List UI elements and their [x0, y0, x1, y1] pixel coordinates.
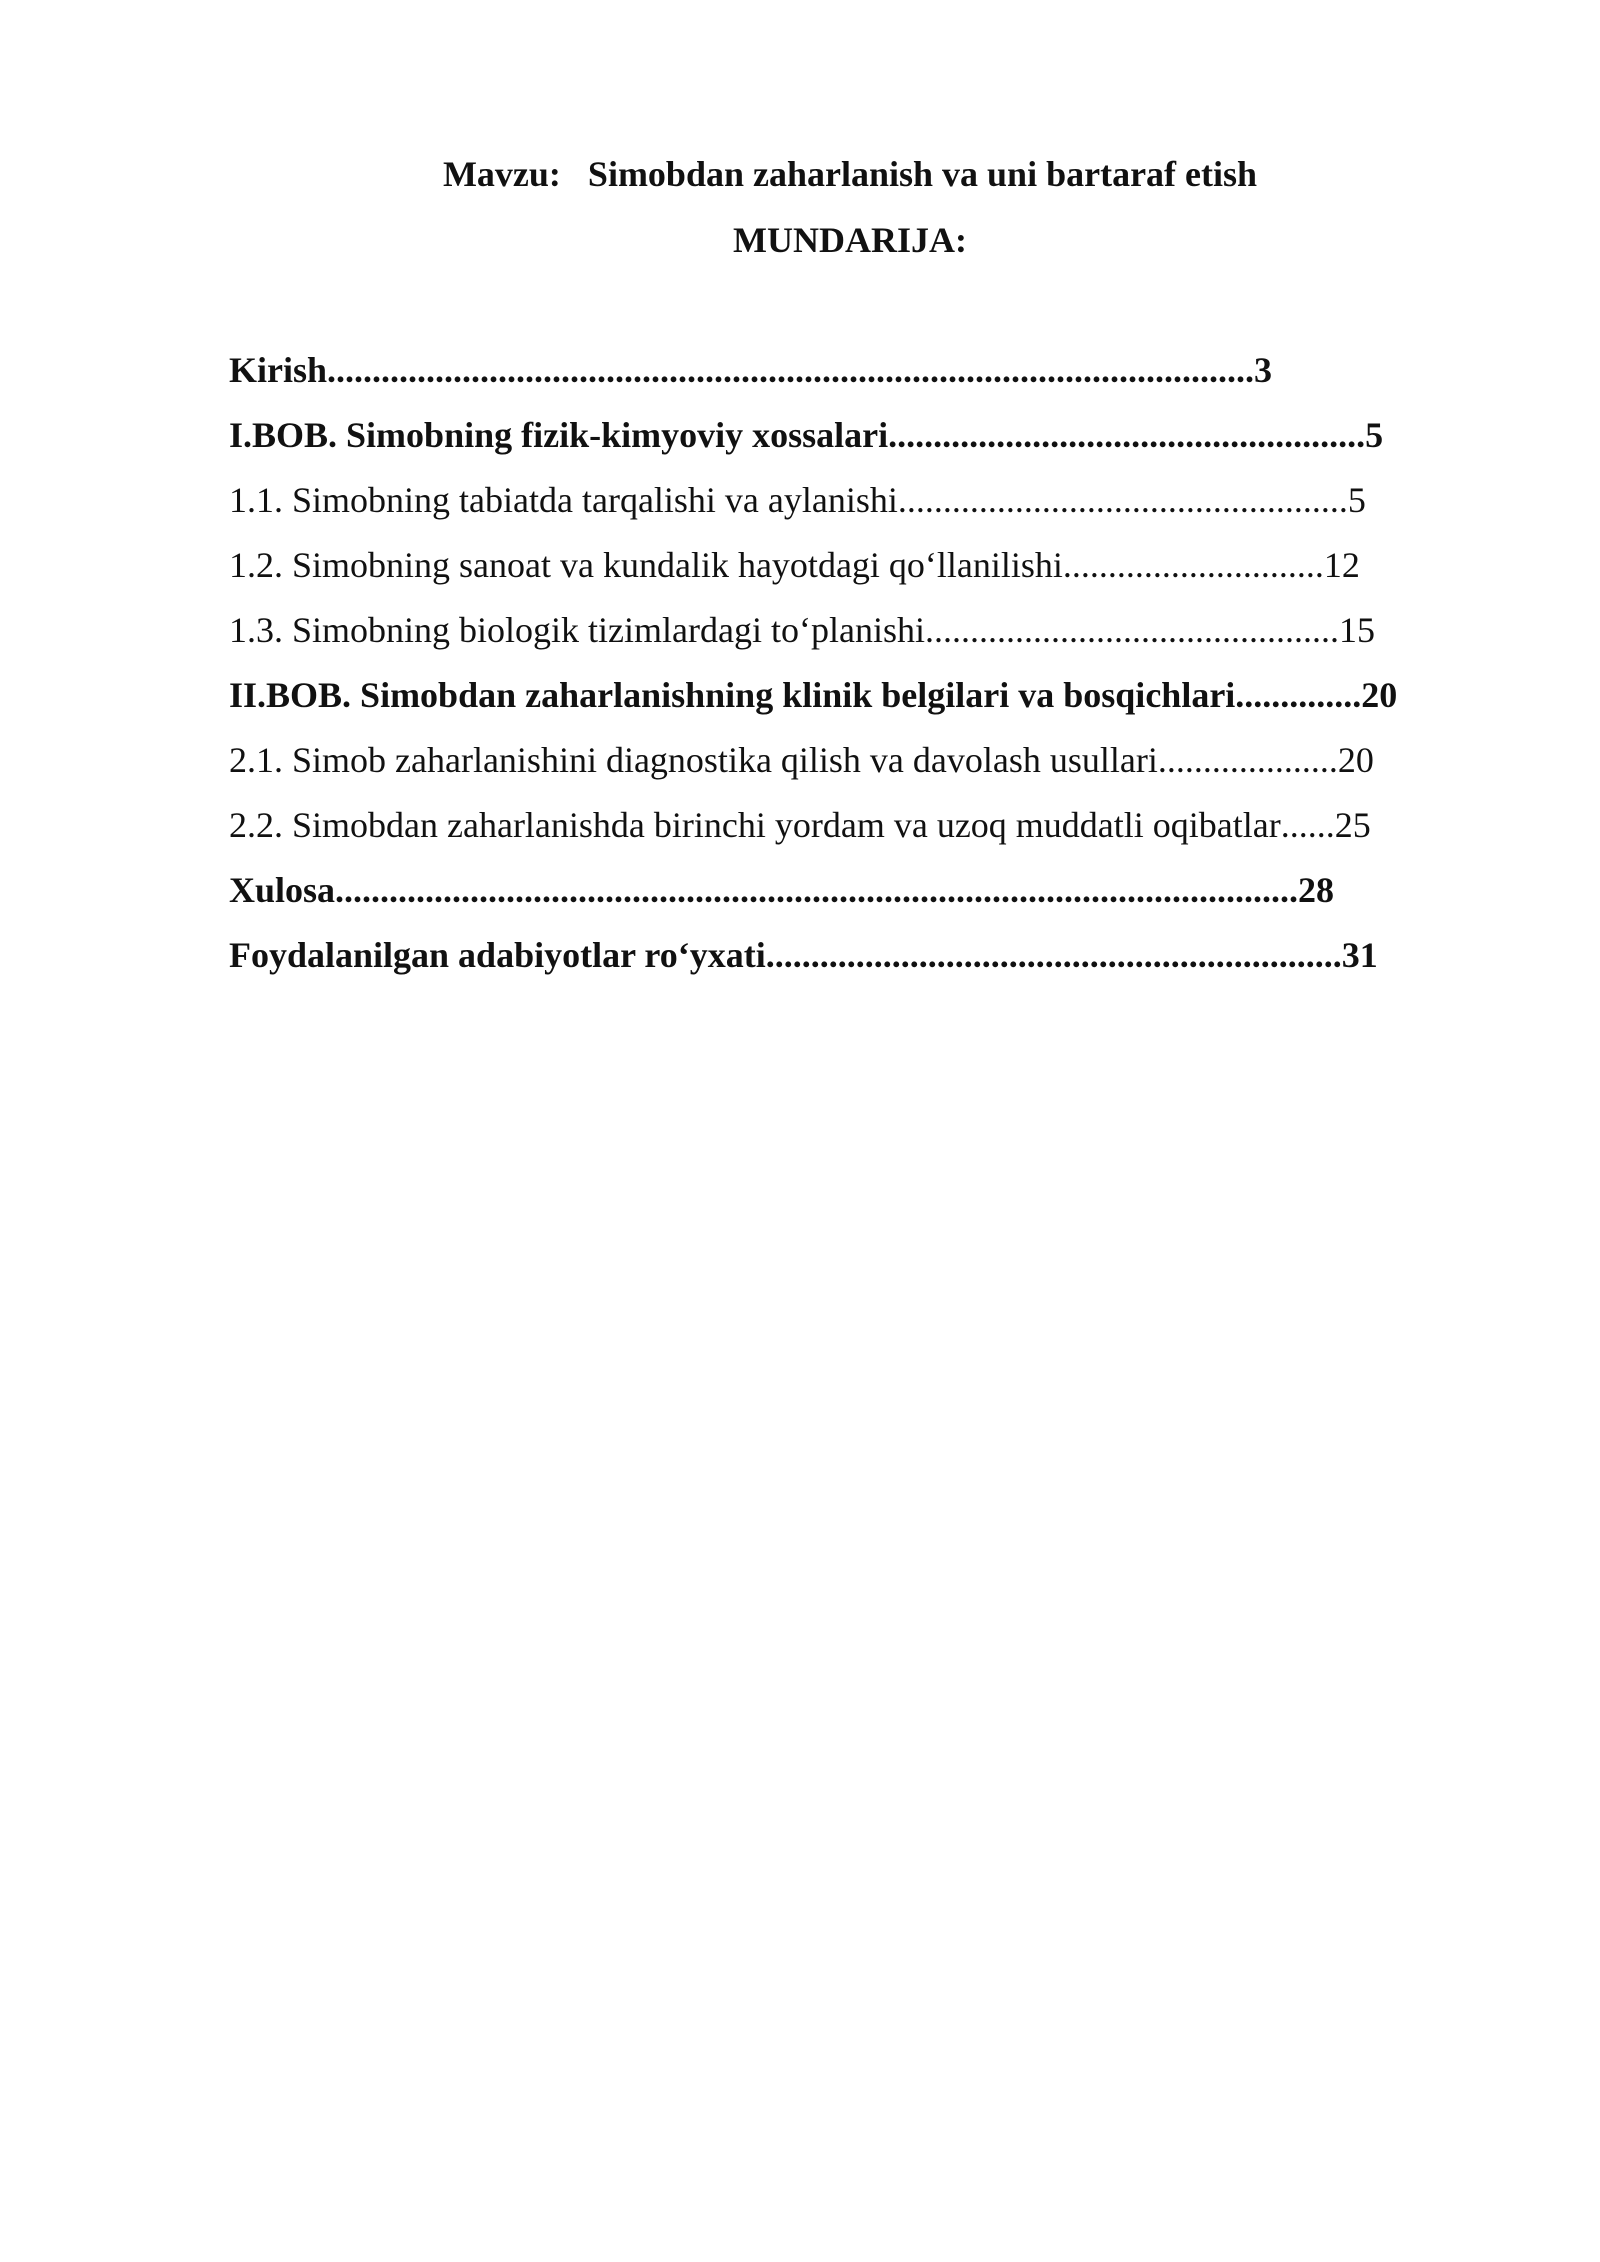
toc-entry-page: .15	[1329, 610, 1375, 650]
toc-entry-xulosa[interactable]	[229, 868, 1479, 933]
toc-entry-page: .28	[1289, 870, 1335, 910]
toc-entry-page: .5	[1356, 415, 1384, 455]
toc-entry-leader: .............	[1235, 675, 1353, 715]
toc-entry-leader: ...................	[1157, 740, 1329, 780]
toc-entry-page: .3	[1245, 350, 1273, 390]
toc-entry-leader: .................................................	[897, 480, 1339, 520]
toc-entry-label: 1.1. Simobning tabiatda tarqalishi va aylanishi	[229, 480, 898, 520]
toc-entry-label: Foydalanilgan adabiyotlar ro‘yxati	[229, 935, 766, 975]
toc-entry-section-1-2[interactable]	[229, 543, 1479, 608]
toc-entry-label: 1.3. Simobning biologik tizimlardagi to‘planishi	[229, 610, 925, 650]
toc-entry-page: .12	[1314, 545, 1360, 585]
document-subtitle: MUNDARIJA:	[733, 220, 967, 260]
toc-entry-section-1-1[interactable]	[229, 478, 1479, 543]
toc-entry-page: .31	[1332, 935, 1378, 975]
toc-entry-bibliography[interactable]	[229, 933, 1479, 998]
toc-entry-kirish[interactable]	[229, 348, 1479, 413]
toc-entry-section-2-2[interactable]	[229, 803, 1479, 868]
toc-entry-label: I.BOB. Simobning fizik-kimyoviy xossalari	[229, 415, 889, 455]
toc-entry-label: 2.2. Simobdan zaharlanishda birinchi yordam va uzoq muddatli oqibatlar	[229, 805, 1281, 845]
toc-entry-section-2-1[interactable]	[229, 738, 1479, 803]
toc-entry-chapter-2[interactable]	[229, 673, 1479, 738]
toc-entry-leader: ....................................................	[888, 415, 1357, 455]
toc-entry-chapter-1[interactable]	[229, 413, 1479, 478]
table-of-contents	[229, 348, 1479, 998]
toc-entry-leader: ...............................................................	[765, 935, 1333, 975]
toc-entry-page: .20	[1352, 675, 1398, 715]
document-title: Mavzu: Simobdan zaharlanish va uni bartaraf etish	[442, 154, 1258, 194]
toc-entry-page: .25	[1325, 805, 1371, 845]
toc-entry-section-1-3[interactable]	[229, 608, 1479, 673]
toc-entry-leader: .....	[1280, 805, 1326, 845]
toc-entry-label: II.BOB. Simobdan zaharlanishning klinik belgilari va bosqichlari	[229, 675, 1236, 715]
toc-entry-label: Xulosa	[229, 870, 336, 910]
toc-entry-leader: ......................................................................................................	[327, 350, 1246, 390]
toc-entry-label: 1.2. Simobning sanoat va kundalik hayotdagi qo‘llanilishi	[229, 545, 1063, 585]
toc-entry-label: Kirish	[229, 350, 328, 390]
toc-entry-label: 2.1. Simob zaharlanishini diagnostika qilish va davolash usullari	[229, 740, 1158, 780]
toc-entry-page: .20	[1328, 740, 1374, 780]
toc-entry-leader: ............................	[1062, 545, 1315, 585]
toc-entry-leader: ..........................................................................................................	[335, 870, 1290, 910]
toc-entry-page: .5	[1338, 480, 1366, 520]
toc-entry-leader: .............................................	[924, 610, 1330, 650]
